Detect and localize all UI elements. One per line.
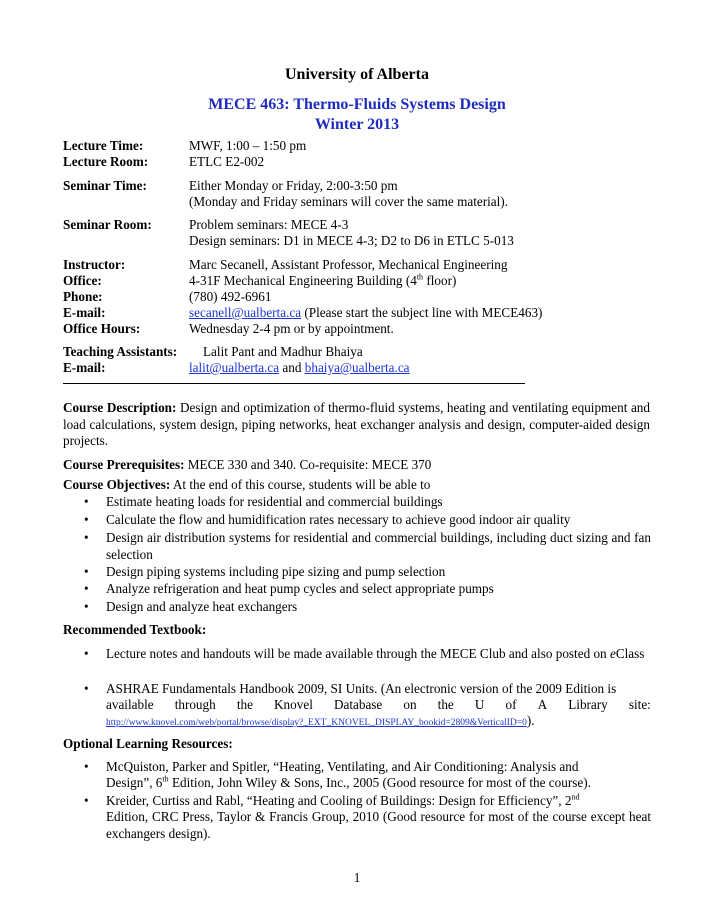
knovel-link[interactable]: http://www.knovel.com/web/portal/browse/display?_EXT_KNOVEL_DISPLAY_bookid=2809&VerticalID=0	[106, 718, 527, 728]
word: Database	[333, 697, 383, 712]
seminar-room-label: Seminar Room:	[63, 217, 152, 232]
course-objectives-intro: At the end of this course, students will be able to	[170, 477, 431, 492]
instructor-email-link[interactable]: secanell@ualberta.ca	[189, 305, 302, 320]
course-title: MECE 463: Thermo-Fluids Systems Design	[208, 96, 506, 113]
office-label: Office:	[63, 273, 102, 288]
lecture-room-label: Lecture Room:	[63, 154, 149, 169]
objective-item: Design and analyze heat exchangers	[106, 599, 298, 614]
course-description	[63, 400, 650, 450]
bullet-icon: •	[84, 494, 89, 509]
office-text: 4-31F Mechanical Engineering Building (4	[189, 273, 417, 288]
word: on	[403, 697, 417, 712]
office-hours-label: Office Hours:	[63, 321, 141, 336]
bullet-icon: •	[84, 646, 89, 661]
ta-label: Teaching Assistants:	[63, 344, 178, 359]
word: A	[537, 697, 548, 712]
email-value	[189, 305, 542, 322]
objective-item: Analyze refrigeration and heat pump cycles and select appropriate pumps	[106, 581, 494, 596]
word: available	[106, 697, 154, 712]
objective-item: Design air distribution systems for residential and commercial buildings, including duct sizing and fan selection	[106, 530, 651, 562]
bullet-icon: •	[84, 512, 89, 527]
optional-item-text-end: Edition, John Wiley & Sons, Inc., 2005 (Good resource for most of the course).	[168, 775, 591, 790]
course-objectives-label: Course Objectives:	[63, 477, 171, 492]
page-number: 1	[353, 870, 361, 885]
course-prerequisites	[63, 457, 650, 474]
course-description-text: Design and optimization of thermo-fluid systems, heating and ventilating equipment and load calculations, system design, piping networks, heat exchanger analysis and design, computer-aided design projects.	[63, 400, 650, 448]
word: U	[474, 697, 485, 712]
seminar-time-label: Seminar Time:	[63, 178, 147, 193]
bullet-icon: •	[84, 564, 89, 579]
course-prerequisites-text: MECE 330 and 340. Co-requisite: MECE 370	[184, 457, 432, 472]
bullet-icon: •	[84, 759, 89, 774]
textbook-item-text-italic: e	[609, 646, 616, 661]
textbook-heading: Recommended Textbook:	[63, 622, 207, 637]
optional-item-sup: nd	[571, 792, 580, 802]
textbook-link-end: ).	[526, 713, 535, 728]
course-term: Winter 2013	[314, 116, 400, 133]
email-label: E-mail:	[63, 305, 106, 320]
office-text-end: floor)	[423, 273, 457, 288]
word: site:	[628, 697, 651, 712]
instructor-value: Marc Secanell, Assistant Professor, Mechanical Engineering	[189, 257, 508, 272]
office-value	[189, 273, 456, 290]
textbook-item-text: Lecture notes and handouts will be made available through the MECE Club and also posted on	[106, 646, 610, 661]
bullet-icon: •	[84, 530, 89, 545]
phone-value: (780) 492-6961	[189, 289, 272, 304]
textbook-item-ashrae-line2	[106, 697, 651, 714]
lecture-time-label: Lecture Time:	[63, 138, 144, 153]
office-hours-value: Wednesday 2-4 pm or by appointment.	[189, 321, 394, 336]
optional-item-kreider	[106, 793, 651, 810]
lecture-time-value: MWF, 1:00 – 1:50 pm	[189, 138, 307, 153]
divider-line	[63, 383, 525, 384]
ta-email-link-1[interactable]: lalit@ualberta.ca	[189, 360, 280, 375]
objective-item: Calculate the flow and humidification rates necessary to achieve good indoor air quality	[106, 512, 571, 527]
course-objectives	[63, 477, 650, 494]
optional-resources-heading: Optional Learning Resources:	[63, 736, 233, 751]
seminar-time-value: Either Monday or Friday, 2:00-3:50 pm	[189, 178, 398, 193]
bullet-icon: •	[84, 681, 89, 696]
bullet-icon: •	[84, 793, 89, 808]
university-name: University of Alberta	[285, 66, 429, 83]
email-note: (Please start the subject line with MECE463)	[301, 305, 543, 320]
optional-item-mcquiston-line2	[106, 775, 651, 792]
course-prerequisites-label: Course Prerequisites:	[63, 457, 185, 472]
ta-email-link-2[interactable]: bhaiya@ualberta.ca	[304, 360, 410, 375]
word: Library	[568, 697, 608, 712]
phone-label: Phone:	[63, 289, 103, 304]
seminar-time-note: (Monday and Friday seminars will cover the same material).	[189, 194, 508, 209]
course-description-label: Course Description:	[63, 400, 177, 415]
word: the	[437, 697, 454, 712]
word: through	[174, 697, 216, 712]
textbook-link-line	[106, 713, 651, 732]
lecture-room-value: ETLC E2-002	[189, 154, 265, 169]
objective-item: Estimate heating loads for residential and commercial buildings	[106, 494, 443, 509]
instructor-label: Instructor:	[63, 257, 126, 272]
textbook-item-text-end: Class	[615, 646, 645, 661]
bullet-icon: •	[84, 599, 89, 614]
textbook-item-lecture-notes	[106, 646, 651, 663]
office-sup: th	[416, 272, 424, 282]
ta-email-and: and	[279, 360, 305, 375]
word: the	[236, 697, 253, 712]
ta-email-value	[189, 360, 410, 377]
ta-email-label: E-mail:	[63, 360, 106, 375]
word: Knovel	[274, 697, 313, 712]
optional-item-text: Design”, 6	[106, 775, 163, 790]
optional-item-kreider-continued: Edition, CRC Press, Taylor & Francis Group, 2010 (Good resource for most of the course except heat exchangers design).	[106, 809, 651, 841]
objective-item: Design piping systems including pipe sizing and pump selection	[106, 564, 446, 579]
optional-item-sup: th	[162, 774, 169, 784]
optional-item-text: Kreider, Curtiss and Rabl, “Heating and Cooling of Buildings: Design for Efficiency”, 2	[106, 793, 572, 808]
textbook-item-ashrae: ASHRAE Fundamentals Handbook 2009, SI Units. (An electronic version of the 2009 Edition is	[106, 681, 617, 696]
seminar-room-problem: Problem seminars: MECE 4-3	[189, 217, 349, 232]
seminar-room-design: Design seminars: D1 in MECE 4-3; D2 to D6 in ETLC 5-013	[189, 233, 514, 248]
optional-item-mcquiston: McQuiston, Parker and Spitler, “Heating, Ventilating, and Air Conditioning: Analysis and	[106, 759, 579, 774]
bullet-icon: •	[84, 581, 89, 596]
word: of	[505, 697, 517, 712]
ta-names: Lalit Pant and Madhur Bhaiya	[203, 344, 363, 359]
